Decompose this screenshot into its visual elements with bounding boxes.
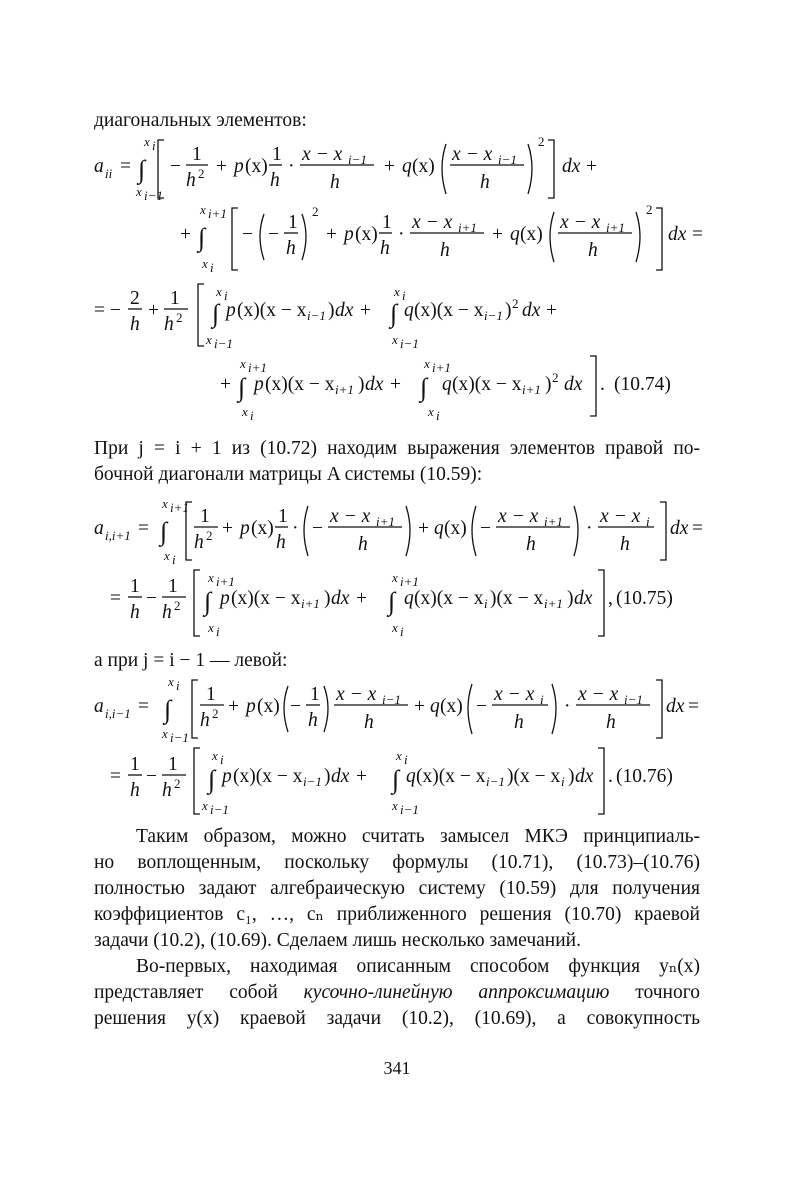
paragraph-1-line-3: полностью задают алгебраическую систему (10.59) для получения [94,878,700,899]
svg-text:∫: ∫ [198,223,206,252]
svg-text:h: h [358,534,368,555]
svg-text:i+1: i+1 [170,500,189,515]
text-right-intro: При j = i + 1 из (10.72) находим выражения элементов правой по- [94,438,700,459]
svg-text:x: x [396,748,402,763]
svg-text:+: + [326,224,337,245]
svg-text:i+1: i+1 [544,596,563,611]
svg-text:∫: ∫ [160,517,168,546]
svg-text:∫: ∫ [138,155,146,184]
svg-text:−: − [480,518,491,539]
svg-text:+: + [360,300,371,321]
svg-text:∫: ∫ [390,299,398,328]
svg-text:h: h [200,710,210,731]
svg-text:i−1: i−1 [498,152,517,167]
svg-text:h: h [330,172,340,193]
equation-number-10-74: (10.74) [614,374,671,395]
svg-text:+: + [228,696,239,717]
equation-ai-i-1-part1 [94,672,714,746]
svg-text:): ) [324,588,331,609]
svg-text:x: x [216,284,222,299]
svg-text:(x)(x − x: (x)(x − x [414,300,484,321]
svg-text:1: 1 [200,506,210,527]
svg-text:i+1: i+1 [248,360,267,375]
svg-text:=: = [120,156,131,177]
svg-text:i−1: i−1 [400,802,419,817]
svg-text:q: q [404,588,414,609]
svg-text:x: x [200,202,206,217]
text-left-intro: а при j = i − 1 — левой: [94,650,288,671]
svg-text:+: + [390,374,401,395]
svg-text:i: i [402,288,406,303]
svg-text:h: h [286,238,296,259]
svg-text:): ) [545,374,552,395]
svg-text:dx: dx [522,300,541,321]
svg-text:+: + [216,156,227,177]
svg-text:a: a [94,156,104,177]
svg-text:∫: ∫ [164,695,172,724]
svg-text:∫: ∫ [212,299,220,328]
svg-text:dx: dx [575,766,594,787]
svg-text:)(x − x: )(x − x [507,766,561,787]
svg-text:x − x: x − x [494,684,535,705]
svg-text:=: = [110,588,121,609]
svg-text:(x): (x) [355,224,378,245]
svg-text:h: h [480,172,490,193]
svg-text:x: x [240,356,246,371]
svg-text:i: i [436,408,440,423]
svg-text:q: q [510,224,520,245]
paragraph-2-line-2-a: представляет собой [94,982,304,1003]
svg-text:+: + [586,156,597,177]
svg-text:dx: dx [562,156,581,177]
page-number: 341 [383,1058,411,1078]
svg-text:x − x: x − x [336,684,377,705]
svg-text:∫: ∫ [420,373,428,402]
svg-text:·: · [398,224,405,245]
svg-text:h: h [130,602,140,623]
svg-text:−: − [170,156,181,177]
svg-text:h: h [364,712,374,733]
svg-text:): ) [505,300,512,321]
svg-text:2: 2 [206,528,213,543]
svg-text:1: 1 [206,684,216,705]
paragraph-1-line-4: коэффициентов c₁, …, cₙ приближенного решения (10.70) краевой [94,904,700,925]
svg-text:−: − [290,696,301,717]
svg-text:dx: dx [331,766,350,787]
svg-text:x: x [164,548,170,563]
svg-text:·: · [586,518,593,539]
svg-text:x: x [206,332,212,347]
svg-text:x: x [202,798,208,813]
svg-text:h: h [194,532,204,553]
svg-text:h: h [380,238,390,259]
svg-text:(x)(x − x: (x)(x − x [452,374,522,395]
svg-text:i: i [646,514,650,529]
svg-text:x − x: x − x [452,144,493,165]
svg-text:x − x: x − x [578,684,619,705]
svg-text:i: i [220,752,224,767]
svg-text:−: − [242,224,253,245]
svg-text:i−1: i−1 [144,188,163,203]
svg-text:x − x: x − x [330,506,371,527]
svg-text:a: a [94,518,104,539]
svg-text:i−1: i−1 [210,802,229,817]
svg-text:+: + [180,224,191,245]
svg-text:): ) [328,300,335,321]
svg-text:i+1: i+1 [208,206,227,221]
svg-text:x: x [208,620,214,635]
svg-text:x: x [242,404,248,419]
svg-text:−: − [312,518,323,539]
svg-text:p: p [246,696,256,717]
svg-text:): ) [324,766,331,787]
svg-text:dx: dx [574,588,593,609]
equation-number-10-76: (10.76) [616,766,673,787]
text-diag-intro: диагональных элементов: [94,110,307,131]
svg-text:i: i [540,692,544,707]
svg-text:x: x [212,748,218,763]
svg-text:i: i [561,774,565,789]
svg-text:h: h [440,240,450,261]
equation-ai-i+1-part1 [94,494,714,568]
svg-text:+: + [148,300,159,321]
svg-text:i−1: i−1 [486,774,505,789]
svg-text:x − x: x − x [600,506,641,527]
svg-text:p: p [240,518,250,539]
svg-text:h: h [162,602,172,623]
svg-text:p: p [220,588,230,609]
paragraph-1-line-1: Таким образом, можно считать замысел МКЭ принципиаль- [136,826,700,847]
svg-text:+: + [356,766,367,787]
svg-text:x: x [136,184,142,199]
svg-text:∫: ∫ [388,587,396,616]
svg-text:=: = [110,766,121,787]
svg-text:h: h [186,170,196,191]
svg-text:i+1: i+1 [544,514,563,529]
svg-text:·: · [288,156,295,177]
svg-text:2: 2 [538,134,545,149]
svg-text:q: q [430,696,440,717]
svg-text:i+1: i+1 [606,220,625,235]
svg-text:2: 2 [512,296,519,311]
svg-text:i−1: i−1 [307,308,326,323]
svg-text:2: 2 [212,706,219,721]
svg-text:2: 2 [552,370,559,385]
svg-text:dx: dx [666,696,685,717]
svg-text:2: 2 [312,204,319,219]
svg-text:(x)(x − x: (x)(x − x [231,588,301,609]
svg-text:i,i+1: i,i+1 [105,528,131,543]
svg-text:h: h [606,712,616,733]
svg-text:(x): (x) [444,518,467,539]
svg-text:h: h [164,314,174,335]
svg-text:i−1: i−1 [303,774,322,789]
svg-text:h: h [270,170,280,191]
svg-text:i−1: i−1 [624,692,643,707]
svg-text:−: − [268,224,279,245]
svg-text:+: + [384,156,395,177]
svg-text:x: x [144,134,150,149]
svg-text:∫: ∫ [392,765,400,794]
svg-text:(x): (x) [520,224,543,245]
svg-text:x: x [392,620,398,635]
svg-text:p: p [222,766,232,787]
svg-text:p: p [254,374,264,395]
svg-text:i+1: i+1 [522,382,541,397]
svg-text:.: . [600,374,605,395]
svg-text:i−1: i−1 [348,152,367,167]
svg-text:+: + [492,224,503,245]
svg-text:(x)(x − x: (x)(x − x [233,766,303,787]
svg-text:)(x − x: )(x − x [490,588,544,609]
svg-text:1: 1 [130,576,140,597]
svg-text:(x)(x − x: (x)(x − x [265,374,335,395]
svg-text:h: h [620,534,630,555]
svg-text:1: 1 [288,212,298,233]
svg-text:h: h [162,780,172,801]
svg-text:−: − [146,766,157,787]
svg-text:(x): (x) [245,156,268,177]
svg-text:x: x [392,570,398,585]
svg-text:2: 2 [174,776,181,791]
svg-text:i+1: i+1 [216,574,235,589]
svg-text:h: h [514,712,524,733]
svg-text:1: 1 [382,212,392,233]
svg-text:=: = [692,518,703,539]
svg-text:i: i [152,138,156,153]
svg-text:q: q [442,374,452,395]
svg-text:i: i [250,408,254,423]
svg-text:x − x: x − x [412,212,453,233]
svg-text:−: − [476,696,487,717]
svg-text:(x)(x − x: (x)(x − x [416,766,486,787]
svg-text:p: p [344,224,354,245]
svg-text:.: . [608,766,613,787]
svg-text:p: p [226,300,236,321]
equation-number-10-75: (10.75) [616,588,673,609]
svg-text:i−1: i−1 [170,730,189,745]
svg-text:1: 1 [278,506,288,527]
svg-text:i+1: i+1 [335,382,354,397]
svg-text:): ) [358,374,365,395]
svg-text:+: + [546,300,557,321]
svg-text:i+1: i+1 [458,220,477,235]
svg-text:x − x: x − x [498,506,539,527]
svg-text:∫: ∫ [208,765,216,794]
svg-text:q: q [434,518,444,539]
svg-text:i: i [400,624,404,639]
svg-text:(x)(x − x: (x)(x − x [414,588,484,609]
svg-text:a: a [94,696,104,717]
emphasis-piecewise-linear: кусочно-линейную аппроксимацию [303,982,610,1003]
svg-text:i−1: i−1 [214,336,233,351]
svg-text:2: 2 [130,288,140,309]
svg-text:1: 1 [168,754,178,775]
svg-text:2: 2 [198,166,205,181]
svg-text:i: i [210,260,214,275]
svg-text:+: + [356,588,367,609]
svg-text:h: h [308,710,318,731]
text-right-intro-2: бочной диагонали матрицы A системы (10.59): [94,464,483,485]
svg-text:i: i [172,552,176,567]
svg-text:·: · [564,696,571,717]
svg-text:(x): (x) [251,518,274,539]
svg-text:x − x: x − x [302,144,343,165]
svg-text:p: p [234,156,244,177]
svg-text:dx: dx [335,300,354,321]
svg-text:i+1: i+1 [376,514,395,529]
svg-text:dx: dx [331,588,350,609]
svg-text:−: − [146,588,157,609]
svg-text:2: 2 [174,598,181,613]
svg-text:+: + [418,518,429,539]
svg-text:i−1: i−1 [484,308,503,323]
svg-text:1: 1 [310,684,320,705]
svg-text:i+1: i+1 [400,574,419,589]
svg-text:i−1: i−1 [400,336,419,351]
svg-text:h: h [588,240,598,261]
equation-ai-i-1-part2 [110,744,630,818]
paragraph-2-line-1: Во-первых, находимая описанным способом функция yₙ(x) [136,956,700,977]
svg-text:1: 1 [192,144,202,165]
svg-text:+: + [220,374,231,395]
svg-text:i,i−1: i,i−1 [105,706,131,721]
paragraph-1-line-5: задачи (10.2), (10.69). Сделаем лишь несколько замечаний. [94,930,581,951]
paragraph-2-line-2 [94,980,700,1006]
svg-text:x: x [392,332,398,347]
equation-aii-part3 [94,280,654,350]
svg-text:1: 1 [170,288,180,309]
equation-ai-i+1-part2 [110,566,630,640]
svg-text:x: x [394,284,400,299]
svg-text:=: = [138,696,149,717]
svg-text:q: q [402,156,412,177]
svg-text:): ) [567,588,574,609]
svg-text:x − x: x − x [560,212,601,233]
svg-text:=: = [688,696,699,717]
svg-text:x: x [162,726,168,741]
svg-text:dx: dx [670,518,689,539]
svg-text:(x): (x) [257,696,280,717]
svg-text:x: x [168,674,174,689]
paragraph-1-line-2: но воплощенным, поскольку формулы (10.71), (10.73)–(10.76) [94,852,700,873]
svg-text:= −: = − [94,300,121,321]
svg-text:x: x [428,404,434,419]
svg-text:∫: ∫ [204,587,212,616]
svg-text:·: · [292,518,299,539]
svg-text:i+1: i+1 [301,596,320,611]
svg-text:1: 1 [168,576,178,597]
svg-text:(x): (x) [440,696,463,717]
svg-text:): ) [568,766,575,787]
svg-text:x: x [208,570,214,585]
svg-text:,: , [608,588,613,609]
svg-text:1: 1 [130,754,140,775]
svg-text:q: q [404,300,414,321]
svg-text:2: 2 [646,202,653,217]
svg-text:i: i [224,288,228,303]
svg-text:(x): (x) [412,156,435,177]
svg-text:h: h [526,534,536,555]
svg-text:∫: ∫ [238,373,246,402]
svg-text:dx: dx [365,374,384,395]
svg-text:dx: dx [668,224,687,245]
svg-text:h: h [130,314,140,335]
svg-text:i: i [216,624,220,639]
svg-text:i: i [404,752,408,767]
svg-text:x: x [162,496,168,511]
equation-aii-part2 [180,200,710,276]
svg-text:h: h [130,780,140,801]
svg-text:(x)(x − x: (x)(x − x [237,300,307,321]
svg-text:i: i [484,596,488,611]
svg-text:+: + [414,696,425,717]
svg-text:dx: dx [564,374,583,395]
svg-text:x: x [392,798,398,813]
svg-text:i−1: i−1 [382,692,401,707]
svg-text:x: x [202,256,208,271]
svg-text:1: 1 [272,144,282,165]
svg-text:2: 2 [176,310,183,325]
svg-text:h: h [276,532,286,553]
svg-text:ii: ii [105,166,113,181]
svg-text:=: = [138,518,149,539]
equation-aii-part1 [94,132,714,202]
paragraph-2-line-3: решения y(x) краевой задачи (10.2), (10.69), а совокупность [94,1008,700,1029]
svg-text:i+1: i+1 [432,360,451,375]
svg-text:x: x [424,356,430,371]
svg-text:+: + [222,518,233,539]
paragraph-2-line-2-c: точного [609,982,700,1003]
svg-text:=: = [692,224,703,245]
svg-text:i: i [176,678,180,693]
svg-text:q: q [406,766,416,787]
